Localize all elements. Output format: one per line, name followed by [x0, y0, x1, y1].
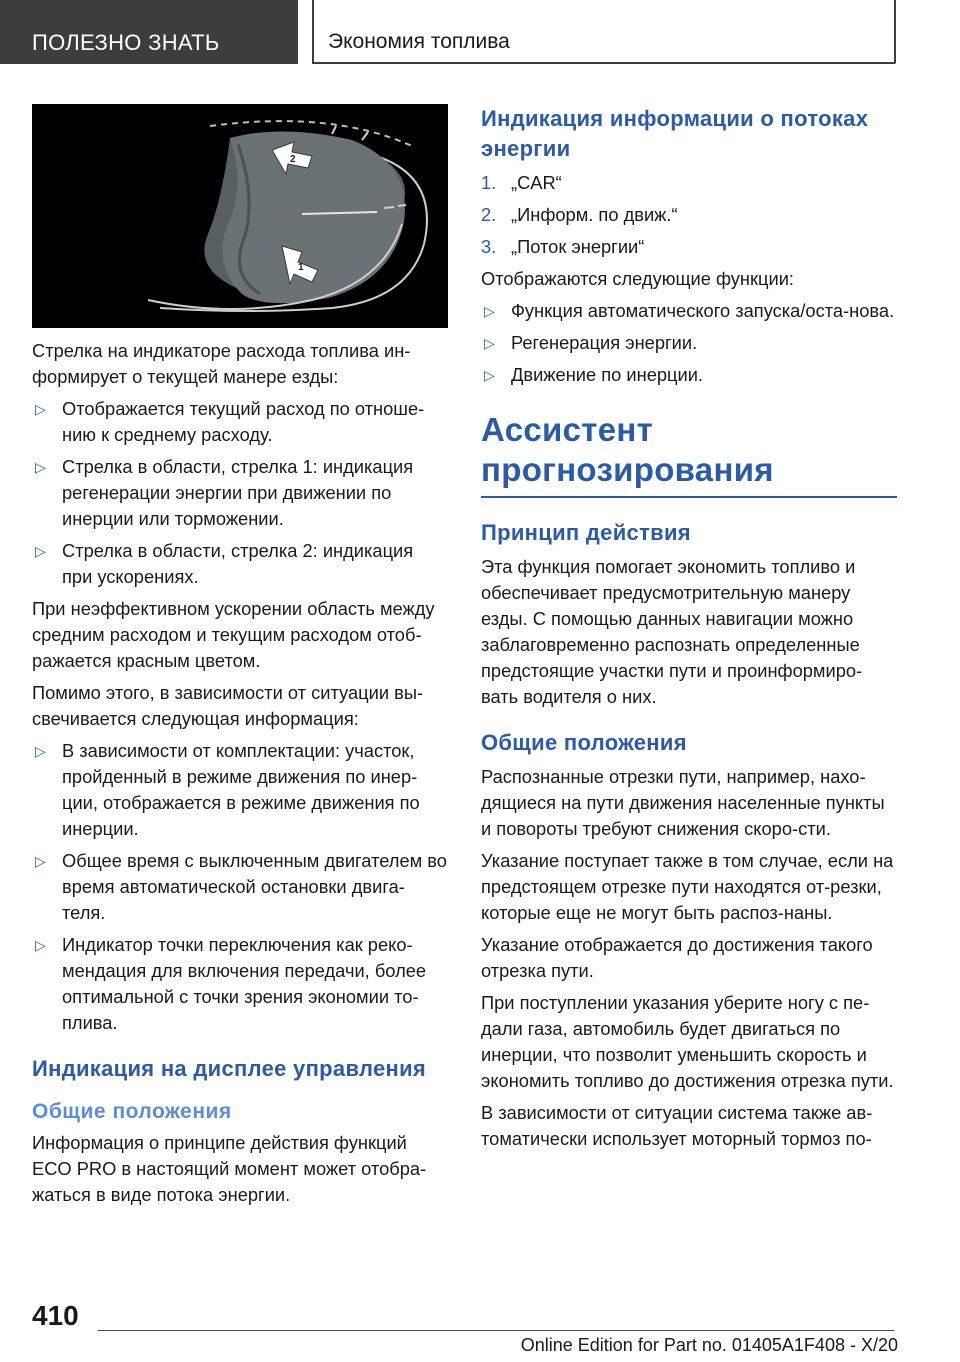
additional-info-list [32, 738, 448, 1036]
list-item: ▷ Отображается текущий расход по отноше-нию к среднему расходу. [35, 398, 425, 445]
general-subheading: Общие положения [32, 1100, 232, 1123]
footer-divider [98, 1330, 894, 1331]
triangle-right-icon: ▷ [35, 401, 46, 417]
footer-edition: Online Edition for Part no. 01405A1F408 - X/20 [520, 1335, 898, 1355]
functions-list [481, 298, 897, 388]
list-item: ▷ Стрелка в области, стрелка 2: индикация при ускорениях. [35, 540, 414, 587]
inefficient-acceleration-paragraph: При неэффективном ускорении область между средним расходом и текущим расходом отоб-ражается красным цветом. [32, 598, 435, 671]
list-item: ▷ Индикатор точки переключения как реко-мендация для включения передачи, более оптимальной с точки зрения экономии то-плива. [35, 934, 427, 1033]
triangle-right-icon: ▷ [484, 303, 495, 319]
header-chapter-box [312, 0, 896, 64]
arrow-1-label: 1 [298, 262, 304, 273]
list-item: ▷ В зависимости от комплектации: участок, пройденный в режиме движения по инер-ции, отображается в режиме движения по инерции. [35, 740, 420, 839]
header-section-tab [0, 0, 298, 64]
fuel-gauge-illustration [32, 104, 448, 328]
list-item: ▷ Регенерация энергии. [481, 330, 897, 356]
recognized-segments-paragraph: Распознанные отрезки пути, например, нахо-дящиеся на пути движения населенные пункты и повороты требуют снижения скоро-сти. [481, 766, 885, 839]
principle-heading: Принцип действия [481, 520, 691, 545]
energy-flow-heading: Индикация информации о потоках энергии [481, 106, 869, 161]
list-item: 2. „Информ. по движ.“ [481, 204, 678, 225]
hint-paragraph: Указание поступает также в том случае, если на предстоящем отрезке пути находятся от-резки, которые еще не могут быть распоз-наны. [481, 850, 894, 923]
triangle-right-icon: ▷ [35, 853, 46, 869]
triangle-right-icon: ▷ [484, 335, 495, 351]
list-item: 1. „CAR“ [481, 172, 562, 193]
header-chapter-title: Экономия топлива [328, 30, 510, 53]
assistant-heading: Ассистент прогнозирования [481, 411, 774, 488]
header-section-title: ПОЛЕЗНО ЗНАТЬ [32, 30, 220, 55]
hint-display-paragraph: Указание отображается до достижения такого отрезка пути. [481, 934, 873, 981]
triangle-right-icon: ▷ [35, 459, 46, 475]
list-item: ▷ Общее время с выключенным двигателем во время автоматической остановки двига-теля. [35, 850, 447, 923]
list-item: 3. „Поток энергии“ [481, 236, 645, 257]
display-heading: Индикация на дисплее управления [32, 1056, 427, 1081]
triangle-right-icon: ▷ [35, 543, 46, 559]
left-column [32, 104, 448, 1214]
principle-paragraph: Эта функция помогает экономить топливо и обеспечивает предусмотрительную манеру езды. С помощью данных навигации можно заблаговременно распознать определенные предстоящие участки пути и проинформиро-вать водителя о них. [481, 556, 863, 707]
engine-brake-paragraph: В зависимости от ситуации система также ав-томатически использует моторный тормоз по- [481, 1102, 873, 1149]
general-heading: Общие положения [481, 730, 687, 755]
intro-paragraph: Стрелка на индикаторе расхода топлива ин-формирует о текущей манере езды: [32, 340, 411, 387]
fuel-gauge-figure [32, 104, 448, 328]
triangle-right-icon: ▷ [35, 937, 46, 953]
page-number: 410 [32, 1300, 79, 1331]
list-item: ▷ Движение по инерции. [481, 362, 897, 388]
triangle-right-icon: ▷ [484, 367, 495, 383]
energy-flow-steps [481, 170, 897, 260]
eco-pro-paragraph: Информация о принципе действия функций ECO PRO в настоящий момент может отобра-жаться в виде потока энергии. [32, 1132, 427, 1205]
list-item: ▷ Стрелка в области, стрелка 1: индикация регенерации энергии при движении по инерции или торможении. [35, 456, 414, 529]
list-item: ▷ Функция автоматического запуска/оста-нова. [481, 298, 897, 324]
hint-action-paragraph: При поступлении указания уберите ногу с пе-дали газа, автомобиль будет двигаться по инерции, что позволит уменьшить скорость и экономить топливо до достижения отрезка пути. [481, 992, 894, 1091]
functions-paragraph: Отображаются следующие функции: [481, 268, 794, 289]
right-column [481, 104, 897, 1158]
indicator-bullet-list [32, 396, 448, 590]
triangle-right-icon: ▷ [35, 743, 46, 759]
arrow-2-label: 2 [290, 154, 296, 165]
additional-info-paragraph: Помимо этого, в зависимости от ситуации вы-свечивается следующая информация: [32, 682, 424, 729]
heading-divider [481, 496, 897, 498]
